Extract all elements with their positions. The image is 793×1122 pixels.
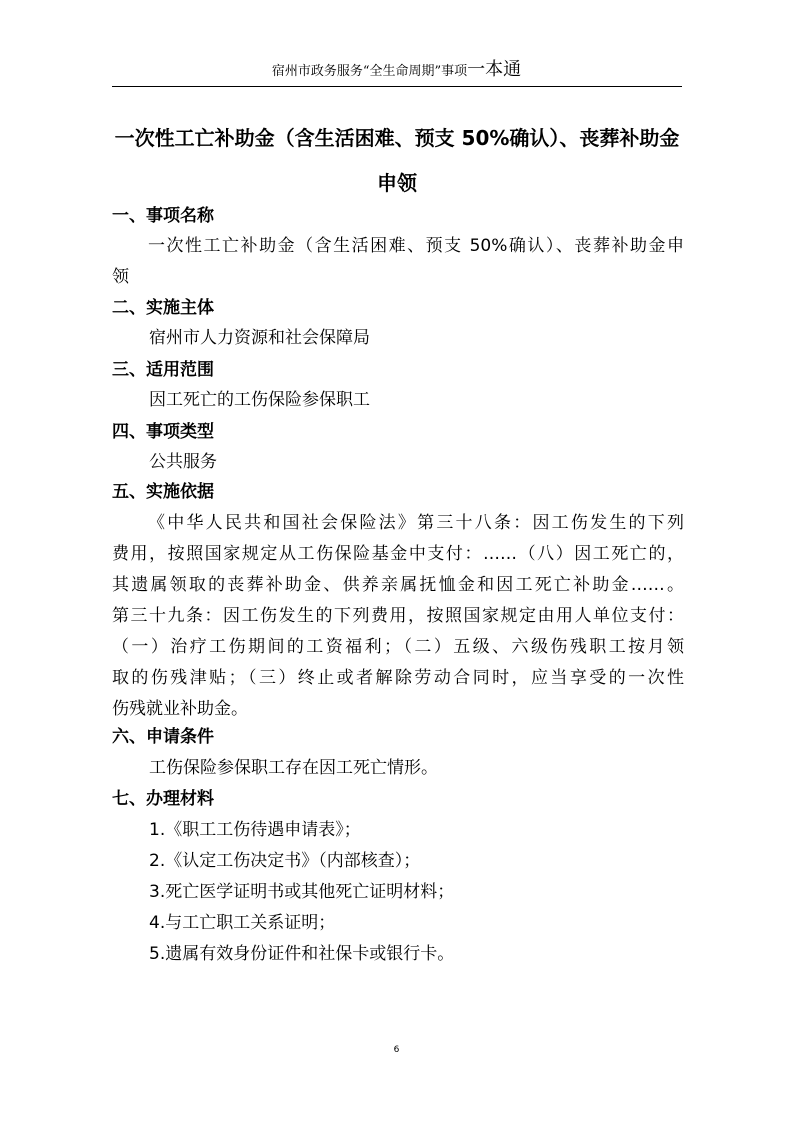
section-content-scope: 因工死亡的工伤保险参保职工 <box>149 390 370 410</box>
section-content-legal-basis <box>112 508 684 725</box>
basis-line: 取的伤残津贴；（三）终止或者解除劳动合同时，应当享受的一次性 <box>112 668 684 688</box>
running-header <box>0 60 793 82</box>
basis-line: 《中华人民共和国社会保险法》第三十八条：因工伤发生的下列 <box>148 513 684 533</box>
section-heading-scope: 三、适用范围 <box>112 360 214 380</box>
material-item: 3.死亡医学证明书或其他死亡证明材料； <box>149 882 455 902</box>
document-title-line-2: 申领 <box>377 171 417 195</box>
section-content-conditions: 工伤保险参保职工存在因工死亡情形。 <box>149 758 438 778</box>
header-text: 宿州市政务服务“全生命周期”事项 <box>271 64 468 79</box>
material-item: 1.《职工工伤待遇申请表》； <box>149 820 361 840</box>
section-content-implementing-body: 宿州市人力资源和社会保障局 <box>149 328 370 348</box>
section-heading-legal-basis: 五、实施依据 <box>112 482 214 502</box>
basis-line: 其遗属领取的丧葬补助金、供养亲属抚恤金和因工死亡补助金……。 <box>112 575 684 595</box>
section-heading-item-type: 四、事项类型 <box>112 422 214 442</box>
page-number: 6 <box>393 1045 400 1055</box>
document-title-line-1: 一次性工亡补助金（含生活困难、预支 50%确认）、丧葬补助金 <box>114 126 680 150</box>
section-content-item-name <box>112 231 684 293</box>
content-line: 一次性工亡补助金（含生活困难、预支 50%确认）、丧葬补助金申 <box>148 236 684 256</box>
basis-line: 第三十九条：因工伤发生的下列费用，按照国家规定由用人单位支付： <box>112 606 684 626</box>
material-item: 4.与工亡职工关系证明； <box>149 913 336 933</box>
header-text-large: 一本通 <box>467 59 522 80</box>
material-item: 5.遗属有效身份证件和社保卡或银行卡。 <box>149 944 455 964</box>
section-heading-materials: 七、办理材料 <box>112 789 214 809</box>
header-divider <box>112 86 682 87</box>
section-content-item-type: 公共服务 <box>149 452 217 472</box>
basis-line: （一）治疗工伤期间的工资福利；（二）五级、六级伤残职工按月领 <box>112 637 684 657</box>
section-heading-item-name: 一、事项名称 <box>112 206 214 226</box>
material-item: 2.《认定工伤决定书》（内部核查）； <box>149 851 421 871</box>
section-heading-implementing-body: 二、实施主体 <box>112 298 214 318</box>
basis-line: 费用，按照国家规定从工伤保险基金中支付：……（八）因工死亡的， <box>112 544 684 564</box>
content-line: 领 <box>112 267 129 287</box>
basis-line: 伤残就业补助金。 <box>112 699 248 719</box>
section-heading-conditions: 六、申请条件 <box>112 727 214 747</box>
